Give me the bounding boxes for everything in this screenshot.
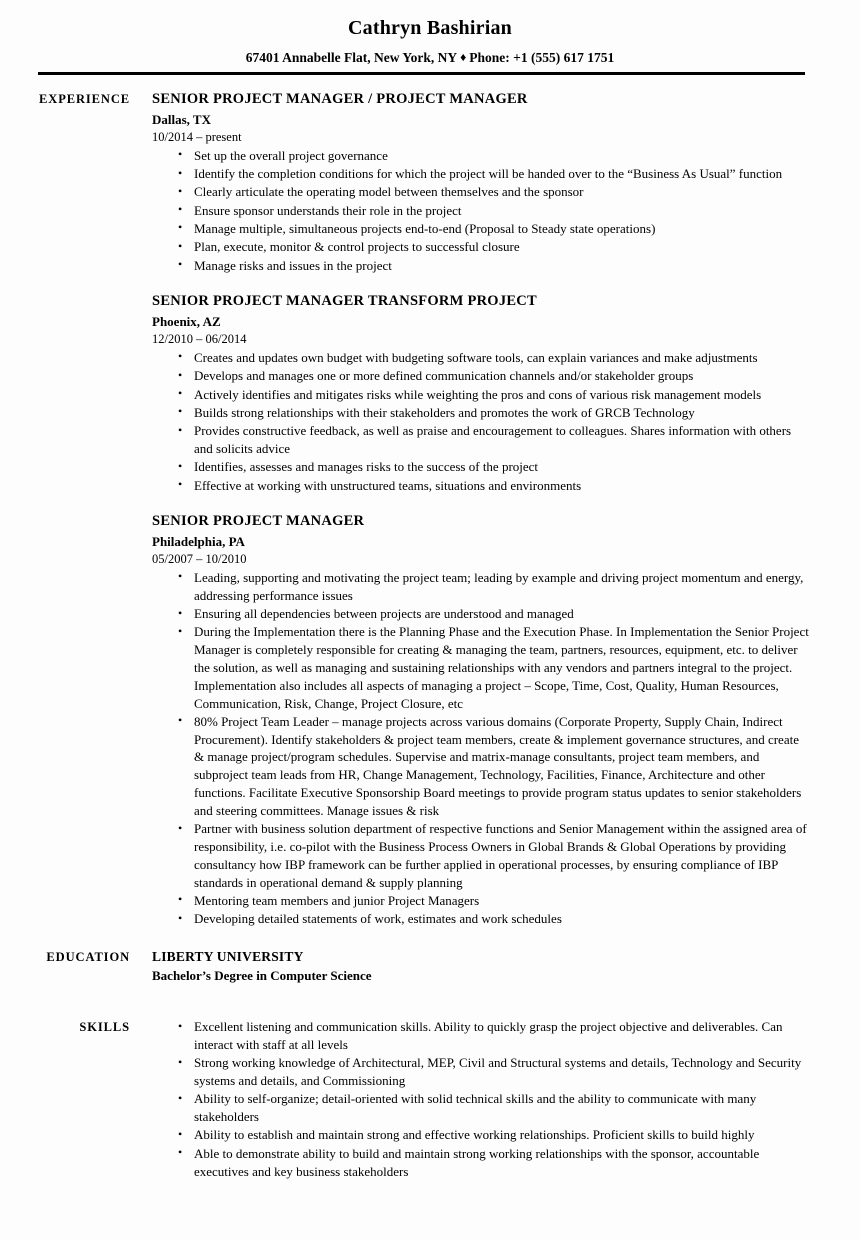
list-item: • Strong working knowledge of Architectural, MEP, Civil and Structural systems and details, Technology and Security systems and details, and Commissioning bbox=[178, 1054, 808, 1090]
experience-entry bbox=[152, 512, 812, 928]
job-bullet-list bbox=[152, 349, 812, 494]
job-bullet-list bbox=[152, 569, 812, 928]
list-item: • Mentoring team members and junior Project Managers bbox=[178, 892, 812, 910]
candidate-contact-line bbox=[0, 50, 860, 66]
candidate-phone: Phone: +1 (555) 617 1751 bbox=[469, 50, 615, 65]
skills-content bbox=[152, 1018, 860, 1181]
list-item: • Creates and updates own budget with budgeting software tools, can explain variances and make adjustments bbox=[178, 349, 812, 367]
education-school: LIBERTY UNIVERSITY bbox=[152, 949, 304, 965]
list-item: • Able to demonstrate ability to build and maintain strong working relationships with the sponsor, accountable executives and key business stakeholders bbox=[178, 1145, 808, 1181]
list-item: • Provides constructive feedback, as well as praise and encouragement to colleagues. Shares information with others and solicits advice bbox=[178, 422, 812, 458]
job-title: SENIOR PROJECT MANAGER bbox=[152, 513, 365, 530]
job-location: Philadelphia, PA bbox=[152, 534, 245, 550]
job-title: SENIOR PROJECT MANAGER / PROJECT MANAGER bbox=[152, 91, 528, 108]
list-item: • Identify the completion conditions for which the project will be handed over to the “Business As Usual” function bbox=[178, 165, 812, 183]
resume-body bbox=[0, 75, 860, 1181]
list-item: • Plan, execute, monitor & control projects to successful closure bbox=[178, 238, 812, 256]
section-experience bbox=[0, 90, 860, 928]
list-item: • Excellent listening and communication skills. Ability to quickly grasp the project objective and deliverables. Can interact with staff at all levels bbox=[178, 1018, 808, 1054]
list-item: • Leading, supporting and motivating the project team; leading by example and driving project momentum and energy, addressing performance issues bbox=[178, 569, 812, 605]
candidate-name: Cathryn Bashirian bbox=[348, 17, 512, 39]
section-education bbox=[0, 948, 860, 984]
education-content bbox=[152, 948, 860, 984]
list-item: • Set up the overall project governance bbox=[178, 147, 812, 165]
job-title: SENIOR PROJECT MANAGER TRANSFORM PROJECT bbox=[152, 293, 537, 310]
job-dates: 05/2007 – 10/2010 bbox=[152, 552, 247, 567]
list-item: • Manage multiple, simultaneous projects end-to-end (Proposal to Steady state operations) bbox=[178, 220, 812, 238]
list-item: • During the Implementation there is the Planning Phase and the Execution Phase. In Implementation the Senior Project Manager is completely responsible for creating & managing the team, partners, resources, equipment, etc. to deliver the solution, as well as managing and sustaining relationships with any vendors and partners integral to the project. Implementation also includes all aspects of managing a project – Scope, Time, Cost, Quality, Human Resources, Communication, Risk, Change, Project Closure, etc bbox=[178, 623, 812, 712]
list-item: • Builds strong relationships with their stakeholders and promotes the work of GRCB Technology bbox=[178, 404, 812, 422]
candidate-address: 67401 Annabelle Flat, New York, NY bbox=[245, 50, 458, 65]
education-degree: Bachelor’s Degree in Computer Science bbox=[152, 967, 372, 983]
list-item: • Actively identifies and mitigates risks while weighting the pros and cons of various risk management models bbox=[178, 386, 812, 404]
list-item: • Developing detailed statements of work, estimates and work schedules bbox=[178, 910, 812, 928]
section-label-skills: SKILLS bbox=[79, 1020, 130, 1035]
job-location: Phoenix, AZ bbox=[152, 314, 221, 330]
experience-entry bbox=[152, 90, 812, 274]
list-item: • Ensure sponsor understands their role in the project bbox=[178, 202, 812, 220]
list-item: • Identifies, assesses and manages risks to the success of the project bbox=[178, 458, 812, 476]
list-item: • Ability to self-organize; detail-oriented with solid technical skills and the ability to communicate with many stakeholders bbox=[178, 1090, 808, 1126]
job-dates: 10/2014 – present bbox=[152, 129, 242, 144]
list-item: • 80% Project Team Leader – manage projects across various domains (Corporate Property, Supply Chain, Indirect Procurement). Identify stakeholders & project team members, create & implement governance structures, and create & manage project/program schedules. Supervise and matrix-manage consultants, project team members, and subproject team leads from HR, Change Management, Technology, Facilities, Finance, Architecture and other functions. Facilitate Executive Sponsorship Board meetings to provide program status updates to senior stakeholders and steering committees. Manage issues & risk bbox=[178, 713, 812, 820]
resume-header bbox=[0, 0, 860, 75]
experience-content bbox=[152, 90, 860, 928]
skills-bullet-list bbox=[152, 1018, 808, 1180]
section-label-education: EDUCATION bbox=[46, 950, 130, 965]
list-item: • Develops and manages one or more defined communication channels and/or stakeholder groups bbox=[178, 367, 812, 385]
list-item: • Ensuring all dependencies between projects are understood and managed bbox=[178, 605, 812, 623]
job-location: Dallas, TX bbox=[152, 112, 211, 128]
diamond-separator-icon: ♦ bbox=[460, 50, 467, 64]
list-item: • Ability to establish and maintain strong and effective working relationships. Proficient skills to build highly bbox=[178, 1126, 808, 1144]
list-item: • Manage risks and issues in the project bbox=[178, 257, 812, 275]
section-skills bbox=[0, 1018, 860, 1181]
job-bullet-list bbox=[152, 147, 812, 275]
experience-entry bbox=[152, 292, 812, 494]
list-item: • Partner with business solution department of respective functions and Senior Management within the assigned area of responsibility, i.e. co-pilot with the Business Process Owners in Global Brands & Global Operations by providing consultancy how IBP framework can be further applied in operational processes, by ensuring compliance of IBP standards in operational demand & supply planning bbox=[178, 820, 812, 891]
list-item: • Effective at working with unstructured teams, situations and environments bbox=[178, 477, 812, 495]
job-dates: 12/2010 – 06/2014 bbox=[152, 332, 247, 347]
section-label-experience: EXPERIENCE bbox=[39, 92, 130, 107]
list-item: • Clearly articulate the operating model between themselves and the sponsor bbox=[178, 183, 812, 201]
